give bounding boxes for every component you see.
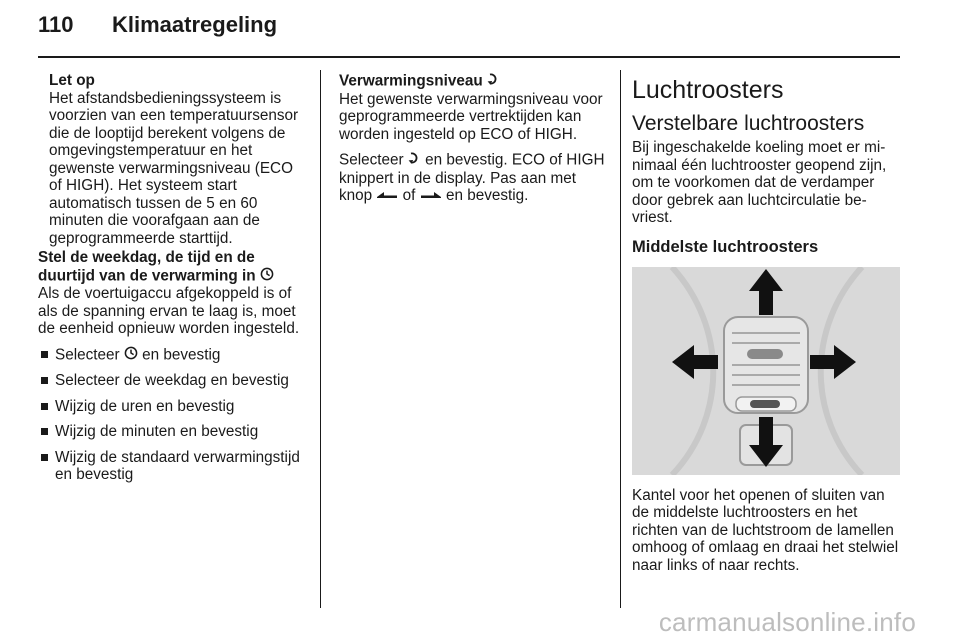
list-item: Selecteer de weekdag en bevestig: [38, 372, 308, 390]
instruction-text: en bevestig.: [445, 187, 529, 204]
note-box: [38, 72, 308, 247]
list-item: Wijzig de minuten en bevestig: [38, 423, 308, 441]
list-item-text: Selecteer: [55, 345, 120, 363]
column-1: [38, 72, 308, 492]
column-divider-1: [320, 70, 321, 608]
curved-arrow-icon: [487, 72, 500, 91]
instruction-list: [38, 346, 308, 484]
column-3: [632, 72, 902, 574]
curved-arrow-icon: [408, 151, 421, 170]
watermark: carmanualsonline.info: [658, 607, 916, 637]
heating-level-body: Het gewenste verwarmingsniveau voor geprogrammeerde vertrektijden kan worden ingesteld op ECO of HIGH.: [339, 90, 603, 143]
clock-icon: [260, 267, 274, 286]
instruction-text: Selecteer: [339, 151, 404, 169]
middle-vents-heading: Middelste luchtroosters: [632, 237, 819, 256]
chapter-title: Klimaatregeling: [112, 12, 278, 37]
list-item: Wijzig de uren en bevestig: [38, 398, 308, 416]
section-body: Als de voertuigaccu afgekoppeld is of als de spanning ervan te laag is, moet de eenheid opnieuw worden ingesteld.: [38, 285, 300, 337]
header-rule: [38, 56, 900, 58]
heating-level-title-text: Verwarmingsniveau: [339, 72, 483, 90]
heating-level-instructions: [339, 151, 609, 205]
list-item: Wijzig de standaard verwarmingstijd en bevestig: [38, 449, 308, 484]
section-title: [38, 249, 308, 285]
vent-caption: Kantel voor het openen of sluiten van de middelste luchtroosters en het richten van de luchtstroom de lamellen omhoog of omlaag en draai het stelwiel naar links of naar rechts.: [632, 486, 899, 574]
note-body: Het afstandsbedieningssysteem is voorzien van een temperatuursensor die de looptijd berekent volgens de omgevingstemperatuur en het gewenste verwarmingsniveau (ECO of HIGH). Het systeem start automatisch tussen de 5 en 60 minuten die voorafgaan aan de geprogrammeerde starttijd.: [49, 89, 299, 247]
page-number: 110: [38, 12, 74, 37]
instruction-text: en bevestig. ECO of HIGH knippert in de display. Pas aan met knop: [339, 151, 605, 204]
instruction-text: of: [402, 187, 416, 204]
left-button-icon: [376, 187, 398, 205]
note-title: Let op: [49, 72, 95, 89]
column-divider-2: [620, 70, 621, 608]
heating-level-title: [339, 72, 609, 91]
list-item: [38, 346, 308, 365]
vent-illustration: [632, 267, 900, 475]
right-button-icon: [420, 187, 442, 205]
section-title-text: Stel de weekdag, de tijd en de duurtijd van de verwarming in: [38, 249, 256, 284]
column-2: [339, 72, 609, 205]
section-heading: Luchtroosters: [632, 76, 784, 104]
vents-intro: Bij ingeschakelde koeling moet er minimaal één luchtrooster geopend zijn, om te voorkomen dat de verdamper door gebrek aan luchtcirculatie bevriest.: [632, 139, 887, 226]
list-item-text: en bevestig: [142, 345, 221, 363]
clock-icon: [124, 346, 138, 365]
subsection-heading: Verstelbare luchtroosters: [632, 112, 865, 135]
